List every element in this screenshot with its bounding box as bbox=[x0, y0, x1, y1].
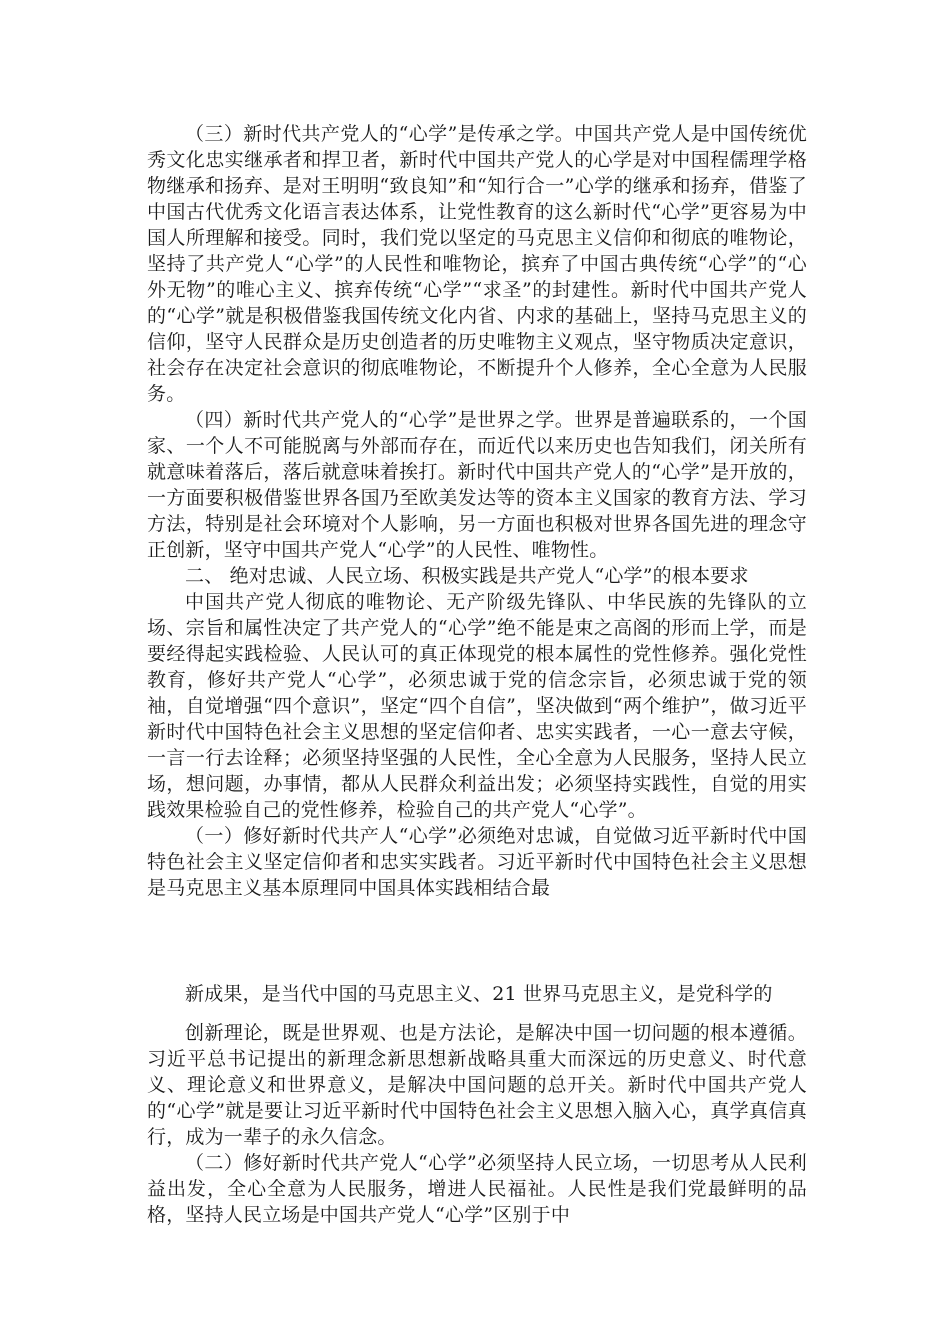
section-heading-two: 二、 绝对忠诚、人民立场、积极实践是共产党人“心学”的根本要求 bbox=[185, 565, 749, 587]
paragraph-world: （四）新时代共产党人的“心学”是世界之学。世界是普遍联系的，一个国家、一个人不可能脱离与外部而存在，而近代以来历史也告知我们，闭关所有就意味着落后，落后就意味着挨打。新时代中国共产党人的“心学”是开放的，一方面要积极借鉴世界各国乃至欧美发达等的资本主义国家的教育方法、学习方法，特别是社会环境对个人影响，另一方面也积极对世界各国先进的理念守正创新，坚守中国共产党人“心学”的人民性、唯物性。 bbox=[147, 409, 807, 561]
paragraph-continuation-rest: 创新理论，既是世界观、也是方法论，是解决中国一切问题的根本遵循。习近平总书记提出的新理念新思想新战略具重大而深远的历史意义、时代意义、理论意义和世界意义，是解决中国问题的总开关。新时代中国共产党人的“心学”就是要让习近平新时代中国特色社会主义思想入脑入心，真学真信真行，成为一辈子的永久信念。 bbox=[147, 1022, 807, 1148]
paragraph-heritage: （三）新时代共产党人的“心学”是传承之学。中国共产党人是中国传统优秀文化忠实继承者和捍卫者，新时代中国共产党人的心学是对中国程儒理学格物继承和扬弃、是对王明明“致良知”和“知行合一”心学的继承和扬弃，借鉴了中国古代优秀文化语言表达体系，让党性教育的这么新时代“心学”更容易为中国人所理解和接受。同时，我们党以坚定的马克思主义信仰和彻底的唯物论，坚持了共产党人“心学”的人民性和唯物论，摈弃了中国古典传统“心学”的“心外无物”的唯心主义、摈弃传统“心学”“求圣”的封建性。新时代中国共产党人的“心学”就是积极借鉴我国传统文化内省、内求的基础上，坚持马克思主义的信仰，坚守人民群众是历史创造者的历史唯物主义观点，坚守物质决定意识，社会存在决定社会意识的彻底唯物论，不断提升个人修养，全心全意为人民服务。 bbox=[147, 123, 807, 405]
body-text-upper bbox=[147, 121, 807, 901]
body-text-lower bbox=[147, 1020, 807, 1228]
paragraph-continuation-line: 新成果，是当代中国的马克思主义、21 世界马克思主义，是党科学的 bbox=[185, 983, 773, 1005]
paragraph-absolute-loyalty: （一）修好新时代共产人“心学”必须绝对忠诚，自觉做习近平新时代中国特色社会主义坚定信仰者和忠实实践者。习近平新时代中国特色社会主义思想是马克思主义基本原理同中国具体实践相结合最 bbox=[147, 825, 807, 899]
paragraph-loyalty-intro: 中国共产党人彻底的唯物论、无产阶级先锋队、中华民族的先锋队的立场、宗旨和属性决定了共产党人的“心学”绝不能是束之高阁的形而上学，而是要经得起实践检验、人民认可的真正体现党的根本属性的党性修养。强化党性教育，修好共产党人“心学”，必须忠诚于党的信念宗旨，必须忠诚于党的领袖，自觉增强“四个意识”，坚定“四个自信”，坚决做到“两个维护”，做习近平新时代中国特色社会主义思想的坚定信仰者、忠实实践者，一心一意去守候，一言一行去诠释；必须坚持坚强的人民性，全心全意为人民服务，坚持人民立场，想问题，办事情，都从人民群众利益出发；必须坚持实践性，自觉的用实践效果检验自己的党性修养，检验自己的共产党人“心学”。 bbox=[147, 591, 807, 821]
paragraph-people-stance: （二）修好新时代共产党人“心学”必须坚持人民立场，一切思考从人民利益出发，全心全意为人民服务，增进人民福祉。人民性是我们党最鲜明的品格，坚持人民立场是中国共产党人“心学”区别于中 bbox=[147, 1152, 807, 1226]
body-text-gap-line bbox=[147, 981, 807, 1007]
